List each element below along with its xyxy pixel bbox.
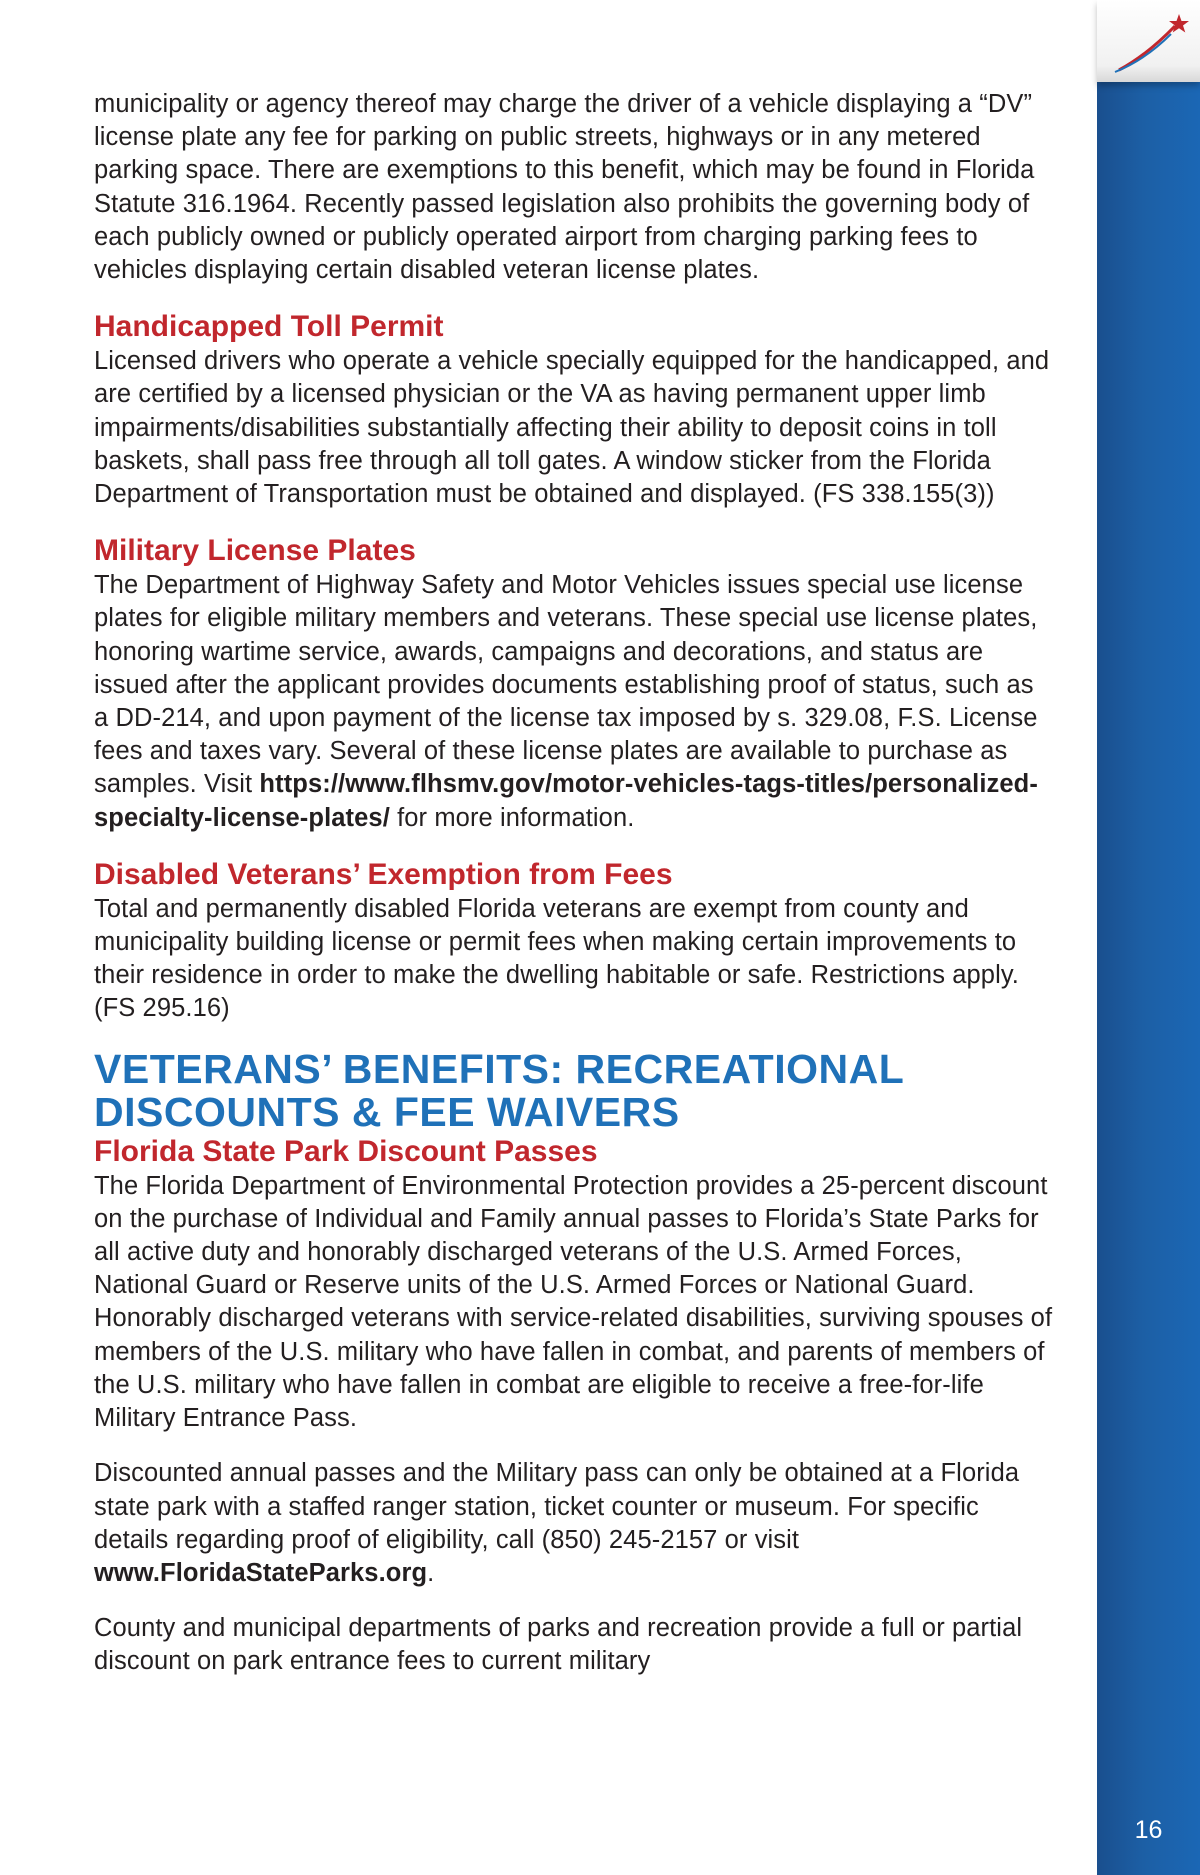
state-park-heading: Florida State Park Discount Passes — [94, 1134, 598, 1168]
state-park-body-2-text: Discounted annual passes and the Military pass can only be obtained at a Florida state park with a staffed ranger station, ticket counter or museum. For specific details regarding proof of eligibility, call (850) 245-2157 or visit — [94, 1459, 1020, 1554]
state-park-body-2-suffix: . — [427, 1558, 435, 1587]
state-park-body-1: The Florida Department of Environmental Protection provides a 25-percent discount on the purchase of Individual and Family annual passes to Florida’s State Parks for all active duty and honorably discharged veterans of the U.S. Armed Forces, National Guard or Reserve units of the U.S. Armed Forces or National Guard. Honorably discharged veterans with service-related disabilities, surviving spouses of members of the U.S. military who have fallen in combat, and parents of members of the U.S. military who have fallen in combat are eligible to receive a free-for-life Military Entrance Pass. — [94, 1171, 1053, 1433]
section-title-line2: DISCOUNTS & FEE WAIVERS — [94, 1088, 680, 1135]
section-title — [94, 1045, 1054, 1135]
handicapped-toll-heading: Handicapped Toll Permit — [94, 310, 444, 344]
page-sidebar — [1097, 0, 1200, 1875]
handicapped-toll-body: Licensed drivers who operate a vehicle specially equipped for the handicapped, and are certified by a licensed physician or the VA as having permanent upper limb impairments/disabilities substantially affecting their ability to deposit coins in toll baskets, shall pass free through all toll gates. A window sticker from the Florida Department of Transportation must be obtained and displayed. (FS 338.155(3)) — [94, 347, 1050, 509]
state-park-body-3: County and municipal departments of parks and recreation provide a full or partial discount on park entrance fees to current military — [94, 1614, 1023, 1676]
section-title-line1: VETERANS’ BENEFITS: RECREATIONAL — [94, 1045, 905, 1092]
exemption-fees-body: Total and permanently disabled Florida veterans are exempt from county and municipality building license or permit fees when making certain improvements to their residence in order to make the dwelling habitable or safe. Restrictions apply. (FS 295.16) — [94, 894, 1019, 1023]
state-park-body-2 — [94, 1457, 1054, 1590]
intro-paragraph: municipality or agency thereof may charge the driver of a vehicle displaying a “DV” license plate any fee for parking on public streets, highways or in any metered parking space. There are exemptions to this benefit, which may be found in Florida Statute 316.1964. Recently passed legislation also prohibits the governing body of each publicly owned or publicly operated airport from charging parking fees to vehicles displaying certain disabled veteran license plates. — [94, 90, 1035, 285]
exemption-fees-heading: Disabled Veterans’ Exemption from Fees — [94, 857, 673, 891]
plates-link[interactable]: https://www.flhsmv.gov/motor-vehicles-tags-titles/personalized-specialty-license-plates/ — [94, 770, 1038, 832]
military-plates-text: The Department of Highway Safety and Motor Vehicles issues special use license plates for eligible military members and veterans. These special use license plates, honoring wartime service, awards, campaigns and decorations, and status are issued after the applicant provides documents establishing proof of status, such as a DD-214, and upon payment of the license tax imposed by s. 329.08, F.S. License fees and taxes vary. Several of these license plates are available to purchase as samples. Visit — [94, 571, 1038, 799]
military-plates-body — [94, 569, 1054, 835]
shooting-star-icon — [1097, 0, 1200, 82]
page-number: 16 — [1134, 1816, 1163, 1844]
state-parks-link[interactable]: www.FloridaStateParks.org — [94, 1558, 428, 1587]
page-content — [94, 88, 1054, 1701]
military-plates-suffix: for more information. — [389, 803, 635, 832]
sidebar-tab — [1097, 0, 1200, 82]
military-plates-heading: Military License Plates — [94, 534, 416, 568]
